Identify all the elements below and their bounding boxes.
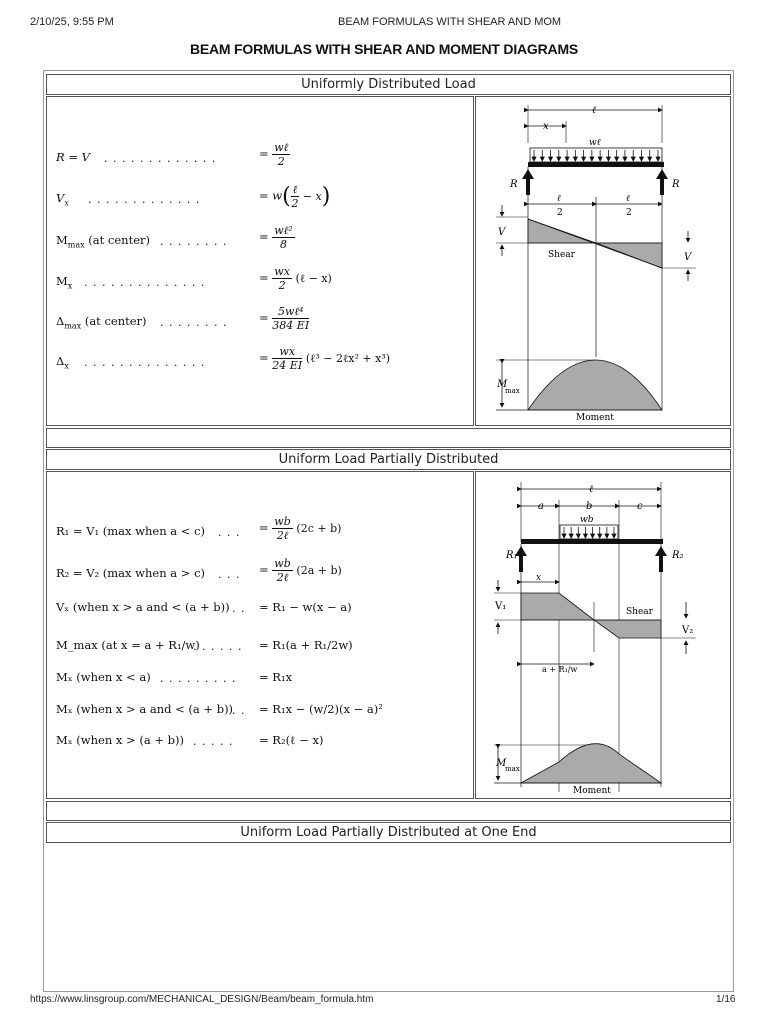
leader-dots: . . . . . . . . <box>160 316 228 329</box>
page-title: BEAM FORMULAS WITH SHEAR AND MOMENT DIAGRAMS <box>189 41 579 57</box>
formula-lhs: R₂ = V₂ (max when a > c) <box>56 566 206 580</box>
formula-lhs: Mₓ (when x > a and < (a + b)) <box>56 702 234 716</box>
leader-dots: . . <box>232 704 246 717</box>
span-label: ℓ <box>592 105 597 116</box>
formula-lhs: R = V <box>56 150 90 164</box>
formula-lhs: Vₓ (when x > a and < (a + b)) <box>56 600 230 614</box>
leader-dots: . . . . . . . . . . . . . <box>104 152 217 165</box>
formula-lhs: R₁ = V₁ (max when a < c) <box>56 524 206 538</box>
load-label: wb <box>580 515 594 525</box>
shear-v1: V₁ <box>495 601 507 612</box>
half-span-numerator: ℓ <box>557 194 561 204</box>
numerator: 5wℓ⁴ <box>272 305 309 319</box>
numerator: wx <box>272 345 302 359</box>
formula-rhs: = R₂(ℓ − x) <box>259 733 324 747</box>
print-doc-title: BEAM FORMULAS WITH SHEAR AND MOM <box>338 16 562 28</box>
half-span-numerator: ℓ <box>626 194 630 204</box>
leader-dots: . . . . . . . . . . . . . . <box>84 276 206 289</box>
a-label: a <box>538 501 544 512</box>
shear-v-right: V <box>684 252 692 263</box>
x-label: x <box>536 573 542 583</box>
shear-v2: V₂ <box>682 625 694 636</box>
numerator: wℓ <box>274 141 289 154</box>
page-url: https://www.linsgroup.com/MECHANICAL_DESIGN/Beam/beam_formula.htm <box>30 994 374 1005</box>
load-label: wℓ <box>589 138 601 148</box>
spacer-row <box>46 428 731 448</box>
formula-lhs: $V_x$ <box>56 191 69 208</box>
moment-max-subscript: max <box>505 387 520 395</box>
formula-rhs: = $\frac{\text{wℓ²}}{8}$ <box>259 224 293 251</box>
leader-dots: . . <box>232 602 246 615</box>
numerator: wℓ² <box>274 224 293 237</box>
formula-rhs: = $\frac{wx}{24 EI}$ (ℓ³ − 2ℓx² + x³) <box>259 345 391 372</box>
half-span-denominator: 2 <box>626 208 632 218</box>
leader-dots: . . . . . . . . . . . . . <box>88 193 201 206</box>
reaction-r1: R₁ <box>506 550 518 561</box>
formula-lhs: M_max (at x = a + R₁/w) <box>56 638 200 652</box>
shear-label: Shear <box>548 250 575 260</box>
formula-rhs: = $\frac{\text{wℓ}}{2}$ <box>259 141 289 168</box>
formula-rhs: = $\frac{wb}{\text{2ℓ}}$ (2c + b) <box>259 515 342 542</box>
numerator: wx <box>274 265 290 278</box>
x-label: x <box>543 121 549 132</box>
moment-m-label: M <box>497 379 508 390</box>
formula-rhs: = w( $\frac{\text{ℓ}}{2}$ − x) <box>259 183 331 210</box>
formula-rhs: = $\frac{\text{5wℓ⁴}}{384 EI}$ <box>259 305 310 332</box>
denominator: 384 EI <box>272 319 310 332</box>
leader-dots: . . . <box>218 568 241 581</box>
moment-label: Moment <box>576 413 614 423</box>
section-heading-partial-load: Uniform Load Partially Distributed <box>46 449 731 470</box>
formula-rhs: = $\frac{wx}{2}$ (ℓ − x) <box>259 265 332 292</box>
moment-label: Moment <box>573 786 611 796</box>
formula-rhs: = $\frac{wb}{\text{2ℓ}}$ (2a + b) <box>259 557 342 584</box>
section-heading-end-load: Uniform Load Partially Distributed at One End <box>46 822 731 843</box>
print-timestamp: 2/10/25, 9:55 PM <box>30 16 114 28</box>
leader-dots: . . . . . . . . . . . . . . <box>84 356 206 369</box>
shear-label: Shear <box>626 607 653 617</box>
beam-diagram-partial-load <box>476 472 730 798</box>
formula-tail: (ℓ³ − 2ℓx² + x³) <box>305 352 391 365</box>
reaction-right: R <box>672 179 680 190</box>
formula-lhs: $M_{max}$ (at center) <box>56 233 150 250</box>
formula-lhs: Mₓ (when x > (a + b)) <box>56 733 184 747</box>
denominator: 2 <box>277 155 285 168</box>
leader-dots: . . . . . <box>193 735 234 748</box>
a-plus-r1-w-label: a + R₁/w <box>542 665 578 674</box>
formula-rhs: = R₁ − w(x − a) <box>259 600 352 614</box>
section-heading-uniform-load: Uniformly Distributed Load <box>46 74 731 95</box>
reaction-r2: R₂ <box>672 550 684 561</box>
denominator: 8 <box>280 238 287 251</box>
formula-lhs: $\Delta_{max}$ (at center) <box>56 314 147 331</box>
denominator: 2 <box>278 279 286 292</box>
denominator: 24 EI <box>272 359 303 372</box>
beam-diagram-uniform-load <box>476 97 730 425</box>
half-span-denominator: 2 <box>557 208 563 218</box>
moment-m-label: M <box>496 758 507 769</box>
formula-rhs: = R₁x <box>259 670 293 684</box>
moment-max-subscript: max <box>505 765 520 773</box>
span-label: ℓ <box>589 484 594 495</box>
reaction-left: R <box>510 179 518 190</box>
leader-dots: . . . <box>218 526 241 539</box>
c-label: c <box>637 501 643 512</box>
formula-lhs: $\Delta_x$ <box>56 354 69 371</box>
formula-lhs: Mₓ (when x < a) <box>56 670 151 684</box>
formula-lhs: $M_x$ <box>56 274 73 291</box>
formula-rhs: = R₁(a + R₁/2w) <box>259 638 353 652</box>
leader-dots: . . . . . . . . <box>160 235 228 248</box>
spacer-row <box>46 801 731 821</box>
b-label: b <box>586 501 593 512</box>
formula-tail: (ℓ − x) <box>295 272 332 285</box>
page-number: 1/16 <box>716 994 736 1005</box>
formula-rhs: = R₁x − (w/2)(x − a)² <box>259 702 383 716</box>
leader-dots: . . . . . . . . . <box>160 672 237 685</box>
leader-dots: . . . . . . <box>193 640 243 653</box>
shear-v-left: V <box>498 227 506 238</box>
